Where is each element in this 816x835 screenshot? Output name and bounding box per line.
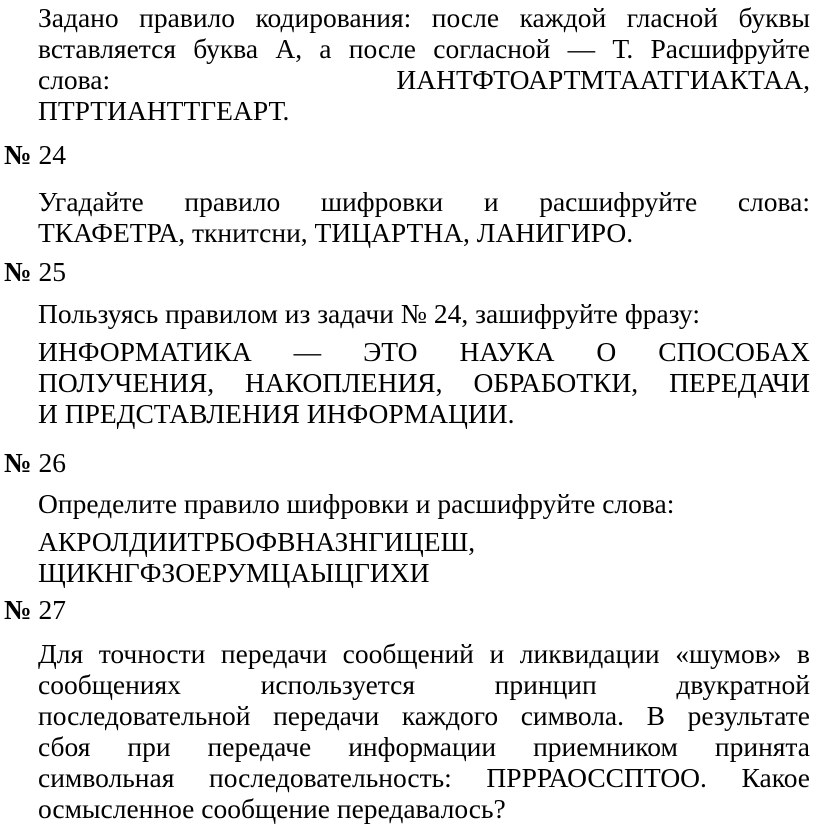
problem-number: 24: [38, 139, 67, 170]
problem-number: 26: [38, 447, 67, 478]
problem-24-line-1: Угадайте правило шифровки и расшифруйте слова:: [38, 186, 810, 217]
words-line-2: ЩИКНГФЗОЕРУМЦАЫЦГИХИ: [38, 557, 430, 588]
phrase-line-1: ИНФОРМАТИКА — ЭТО НАУКА О СПОСОБАХ: [38, 336, 810, 367]
problem-26-words: [38, 526, 810, 588]
problem-27-line-6: осмысленное сообщение передавалось?: [38, 793, 506, 824]
problem-27-heading: [4, 594, 66, 625]
problem-number: 27: [38, 594, 67, 625]
problem-number: 25: [38, 256, 67, 287]
problem-24-text: [38, 186, 810, 248]
intro-line-1: Задано правило кодирования: после каждой гласной буквы: [38, 2, 810, 33]
intro-line-3-left: слова:: [38, 64, 111, 95]
problem-27-line-2: сообщениях используется принцип двукратной: [38, 669, 810, 700]
words-line-1: АКРОЛДИИТРБОФВНАЗНГИЦЕШ,: [38, 526, 476, 557]
problem-26-line-1: Определите правило шифровки и расшифруйте слова:: [38, 488, 675, 519]
problem-24-heading: [4, 139, 66, 170]
number-sign: №: [4, 447, 32, 478]
problem-25-line-1: Пользуясь правилом из задачи № 24, зашифруйте фразу:: [38, 298, 700, 329]
problem-27-line-4: сбоя при передаче информации приемником принята: [38, 731, 810, 762]
intro-paragraph: [38, 2, 810, 126]
intro-line-4: ПТРТИАНТТГЕАРТ.: [38, 95, 290, 126]
number-sign: №: [4, 256, 32, 287]
problem-25-heading: [4, 256, 66, 287]
problem-27-line-3: последовательной передачи каждого символа. В результате: [38, 700, 810, 731]
problem-24-line-2: ТКАФЕТРА, ткнитсни, ТИЦАРТНА, ЛАНИГИРО.: [38, 217, 634, 248]
phrase-line-3: И ПРЕДСТАВЛЕНИЯ ИНФОРМАЦИИ.: [38, 398, 515, 429]
problem-27-text: [38, 638, 810, 824]
problem-27-line-1: Для точности передачи сообщений и ликвидации «шумов» в: [38, 638, 810, 669]
problem-26-text: [38, 488, 810, 519]
problem-26-heading: [4, 447, 66, 478]
problem-25-phrase: [38, 336, 810, 429]
intro-line-2: вставляется буква А, а после согласной — Т. Расшифруйте: [38, 33, 810, 64]
intro-line-3: [38, 64, 810, 95]
number-sign: №: [4, 139, 32, 170]
intro-line-3-right: ИАНТФТОАРТМТААТГИАКТАА,: [396, 64, 810, 95]
problem-25-text: [38, 298, 810, 329]
problem-27-line-5: символьная последовательность: ПРРРАОССПТОО. Какое: [38, 762, 810, 793]
phrase-line-2: ПОЛУЧЕНИЯ, НАКОПЛЕНИЯ, ОБРАБОТКИ, ПЕРЕДАЧИ: [38, 367, 810, 398]
number-sign: №: [4, 594, 32, 625]
